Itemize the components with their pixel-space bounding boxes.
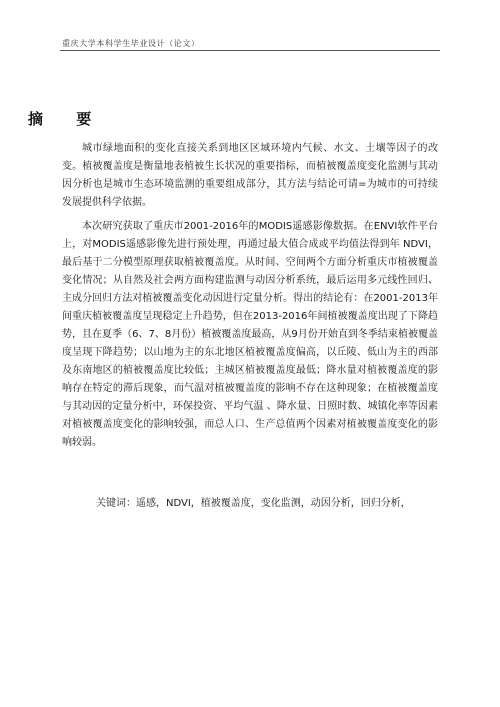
abstract-paragraph-2: 本次研究获取了重庆市2001-2016年的MODIS遥感影像数据。在ENVI软件平台上，对MODIS遥感影像先进行预处理，再通过最大值合成或平均值法得到年 NDVI，最后基于二分模型原理获取植被覆盖度。从时间、空间两个方面分析重庆市植被覆盖变化情况；从自然及社会两方面构建监测与动因分析系统，最后运用多元线性回归、主成分回归方法对植被覆盖变化动因进行定量分析。得出的结论有：在2001-2013年间重庆植被覆盖度呈现稳定上升趋势，但在2013-2016年间植被覆盖度出现了下降趋势，且在夏季（6、7、8月份）植被覆盖度最高，从9月份开始直到冬季结束植被覆盖度呈现下降趋势；以山地为主的东北地区植被覆盖度偏高，以丘陵、低山为主的西部及东南地区的植被覆盖度比较低；主城区植被覆盖度最低；降水量对植被覆盖度的影响存在特定的滞后现象，而气温对植被覆盖度的影响不存在这种现象；在植被覆盖度与其动因的定量分析中，环保投资、平均气温 、降水量、日照时数、城镇化率等因素对植被覆盖度变化的影响较强，而总人口、生产总值两个因素对植被覆盖度变化的影响较弱。 [62, 221, 438, 448]
abstract-heading: 摘 要 [28, 110, 106, 128]
running-header: 重庆大学本科学生毕业设计（论文） [62, 39, 200, 48]
keywords-line: 关键词：遥感，NDVI，植被覆盖度，变化监测，动因分析，回归分析， [96, 498, 411, 509]
abstract-paragraph-1: 城市绿地面积的变化直接关系到地区区域环境内气候、水文、土壤等因子的改变。植被覆盖度是衡量地表植被生长状况的重要指标，而植被覆盖度变化监测与其动因分析也是城市生态环境监测的重要组成部分，其方法与结论可请=为城市的可持续发展提供科学依据。 [62, 143, 438, 208]
header-rule [60, 50, 440, 51]
abstract-body [62, 140, 438, 458]
